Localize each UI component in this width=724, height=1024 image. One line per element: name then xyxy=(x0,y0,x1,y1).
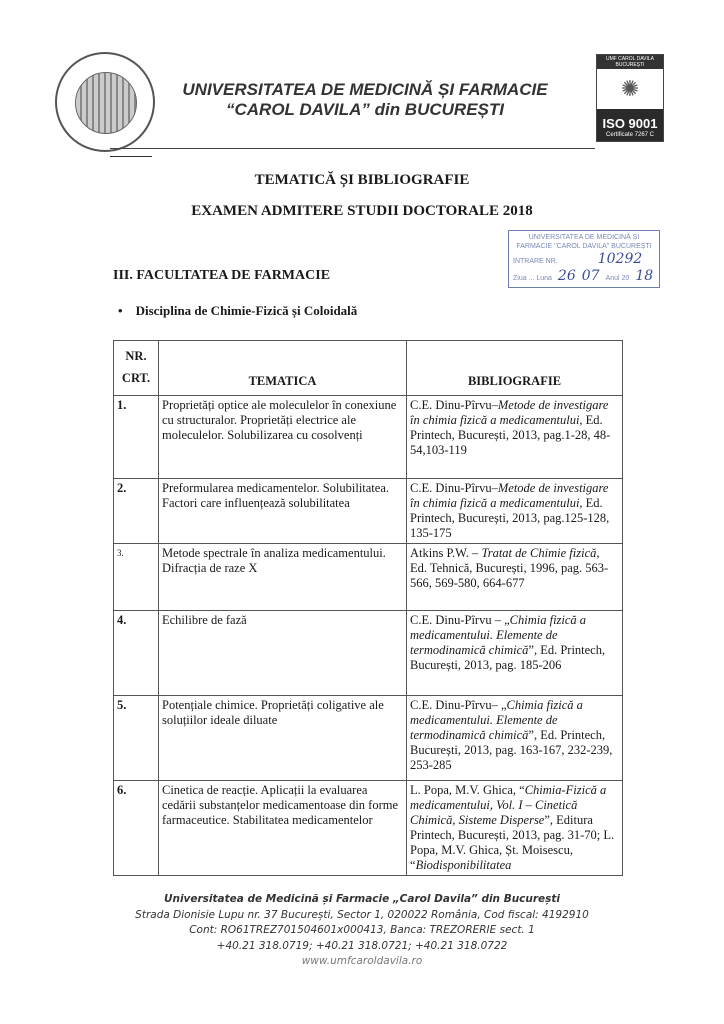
header-nr xyxy=(114,341,159,396)
stamp-anul: Anul 20 xyxy=(605,275,630,282)
row-tematica: Cinetica de reacție. Aplicații la evaluarea cedării substanțelor medicamentoase din forme farmaceutice. Stabilitatea medicamentelor xyxy=(159,781,407,876)
bib-details: Ed. Printech, București, 2013, pag.1-28, 48-54,103-119 xyxy=(410,413,611,457)
bib-author: C.E. Dinu-Pîrvu– „ xyxy=(410,698,507,712)
syllabus-table xyxy=(113,340,623,876)
stamp-number: 10292 xyxy=(597,251,643,267)
row-number: 5. xyxy=(114,696,159,781)
iso-cert: Certificate 7267 C xyxy=(605,132,655,138)
header-bibliografie: BIBLIOGRAFIE xyxy=(407,341,623,396)
bib-title: Chimia-Fizică a medicamentului, Vol. I – Cinetică Chimică, Sisteme Disperse xyxy=(410,783,607,827)
row-tematica: Metode spectrale în analiza medicamentului. Difracția de raze X xyxy=(159,544,407,611)
footer-address: Strada Dionisie Lupu nr. 37 București, Sector 1, 020022 România, Cod fiscal: 4192910 xyxy=(135,908,589,921)
row-bibliografie xyxy=(407,544,623,611)
row-number: 1. xyxy=(114,396,159,479)
university-seal-logo xyxy=(55,52,155,152)
bib-title-2: Biodisponibilitatea xyxy=(415,858,512,872)
discipline-label: Disciplina de Chimie-Fizică și Coloidală xyxy=(135,303,358,318)
row-tematica: Echilibre de fază xyxy=(159,611,407,696)
footer-website: www.umfcaroldavila.ro xyxy=(301,955,423,967)
bib-details: ”, Ed. Printech, București, 2013, pag. 185-206 xyxy=(410,643,606,672)
discipline-heading xyxy=(118,303,357,319)
row-bibliografie xyxy=(407,781,623,876)
page-footer xyxy=(0,892,724,970)
row-tematica: Preformularea medicamentelor. Solubilitatea. Factori care influențează solubilitatea xyxy=(159,479,407,544)
stamp-line2: FARMACIE "CAROL DAVILA" BUCUREȘTI xyxy=(516,243,652,250)
document-title: TEMATICĂ ȘI BIBLIOGRAFIE xyxy=(254,172,470,188)
header-tematica: TEMATICA xyxy=(159,341,407,396)
bullet-icon: • xyxy=(118,303,136,318)
faculty-heading: III. FACULTATEA DE FARMACIE xyxy=(113,268,331,283)
stamp-ziua-luna: Ziua ... Luna xyxy=(513,275,552,282)
table-row xyxy=(114,544,623,611)
stamp-day: 26 xyxy=(557,268,576,284)
bib-author: C.E. Dinu-Pîrvu– xyxy=(410,398,498,412)
certification-star-icon: ✺ xyxy=(620,76,640,101)
bib-author: C.E. Dinu-Pîrvu – „ xyxy=(410,613,510,627)
university-name-line1: UNIVERSITATEA DE MEDICINĂ ȘI FARMACIE xyxy=(182,80,548,99)
row-bibliografie xyxy=(407,696,623,781)
stamp-intrare: INTRARE NR. xyxy=(513,258,558,265)
header-divider xyxy=(110,148,595,149)
footer-university: Universitatea de Medicină și Farmacie „Carol Davila” din București xyxy=(163,893,561,905)
row-bibliografie xyxy=(407,479,623,544)
university-name xyxy=(160,80,570,120)
row-number: 2. xyxy=(114,479,159,544)
iso-mark: ISO 9001 xyxy=(602,116,658,131)
iso-certification-logo xyxy=(596,54,664,142)
bib-details: , Ed. Tehnică, București, 1996, pag. 563-566, 569-580, 664-677 xyxy=(410,546,609,590)
bib-title: Metode de investigare în chimia fizică a medicamentului, xyxy=(410,481,609,510)
bib-title: Chimia fizică a medicamentului. Elemente de termodinamică chimică xyxy=(410,613,587,657)
table-row xyxy=(114,479,623,544)
row-number: 6. xyxy=(114,781,159,876)
table-header-row xyxy=(114,341,623,396)
stamp-year: 18 xyxy=(635,268,654,284)
row-number: 4. xyxy=(114,611,159,696)
bib-details: Ed. Printech, București, 2013, pag.125-128, 135-175 xyxy=(410,496,610,540)
row-bibliografie xyxy=(407,611,623,696)
footer-bank: Cont: RO61TREZ701504601x000413, Banca: TREZORERIE sect. 1 xyxy=(189,924,535,936)
row-tematica: Potențiale chimice. Proprietăți coligative ale soluțiilor ideale diluate xyxy=(159,696,407,781)
iso-top-text: UMF CAROL DAVILA BUCUREȘTI xyxy=(597,55,663,69)
bib-author: L. Popa, M.V. Ghica, “ xyxy=(410,783,525,797)
header-nr-line1: NR. xyxy=(125,349,147,363)
bib-details: ”, Ed. Printech, București, 2013, pag. 163-167, 232-239, 253-285 xyxy=(410,728,613,772)
short-divider xyxy=(110,156,152,157)
table-row xyxy=(114,781,623,876)
footer-phones: +40.21 318.0719; +40.21 318.0721; +40.21 318.0722 xyxy=(216,939,508,952)
row-tematica: Proprietăți optice ale moleculelor în conexiune cu structuralor. Proprietăți electrice ale moleculelor. Solubilizarea cu cosolvenți xyxy=(159,396,407,479)
registration-stamp xyxy=(508,230,660,288)
row-number: 3. xyxy=(114,544,159,611)
university-name-line2: “CAROL DAVILA” din BUCUREȘTI xyxy=(226,100,504,119)
row-bibliografie xyxy=(407,396,623,479)
bib-title: Chimia fizică a medicamentului. Elemente de termodinamică chimică xyxy=(410,698,583,742)
bib-author: C.E. Dinu-Pîrvu– xyxy=(410,481,498,495)
table-row xyxy=(114,396,623,479)
bib-title: Tratat de Chimie fizică xyxy=(481,546,597,560)
stamp-month: 07 xyxy=(581,268,600,284)
header-nr-line2: CRT. xyxy=(121,371,151,385)
bib-details: ”, Editura Printech, București, 2013, pag. 31-70; L. Popa, M.V. Ghica, Șt. Moisescu, “ xyxy=(410,813,615,872)
table-row xyxy=(114,611,623,696)
table-row xyxy=(114,696,623,781)
bib-author: Atkins P.W. – xyxy=(410,546,482,560)
stamp-line1: UNIVERSITATEA DE MEDICINĂ ȘI xyxy=(528,234,640,241)
document-subtitle: EXAMEN ADMITERE STUDII DOCTORALE 2018 xyxy=(191,203,533,219)
bib-title: Metode de investigare în chimia fizică a medicamentului, xyxy=(410,398,609,427)
